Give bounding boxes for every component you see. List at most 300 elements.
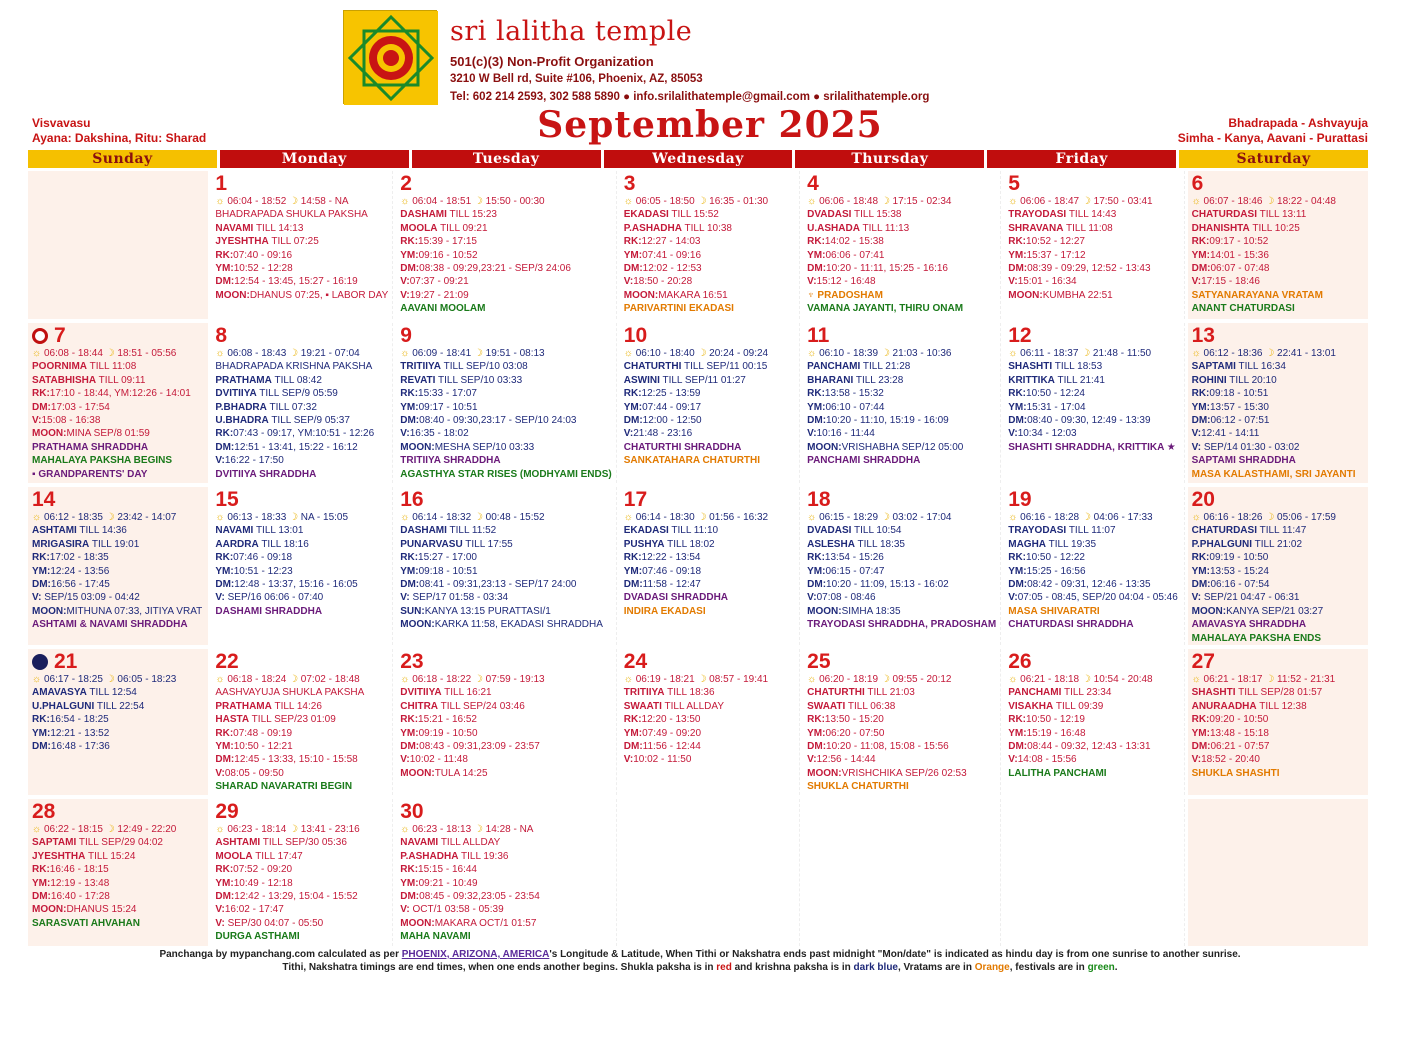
line-keyword: DM: — [32, 401, 51, 413]
panchang-line: U.ASHADA TILL 11:13 — [807, 222, 910, 234]
line-keyword: RK: — [623, 552, 642, 564]
panchang-line: V:21:48 - 23:16 — [623, 428, 693, 440]
line-keyword: POORNIMA — [32, 361, 87, 373]
date-number-text: 28 — [32, 800, 56, 823]
sun-moon-times: ☼ 06:16 - 18:26 ☽ 05:06 - 17:59 — [1191, 512, 1336, 523]
panchang-line: REVATI TILL SEP/10 03:33 — [400, 374, 523, 386]
footer-line-2 — [0, 961, 1400, 974]
line-keyword: P.PHALGUNI — [1191, 538, 1252, 550]
panchang-line: RK:07:52 - 09:20 — [215, 864, 293, 876]
panchang-line: CHATURDASI SHRADDHA — [1008, 619, 1134, 631]
panchang-line: SUN:KANYA 13:15 PURATTASI/1 — [400, 605, 551, 617]
panchang-line: V:07:08 - 08:46 — [807, 592, 876, 604]
line-keyword: YM: — [807, 249, 826, 261]
calendar-grid — [28, 171, 1368, 946]
line-keyword: V: — [1008, 428, 1018, 440]
line-keyword: V: — [400, 428, 410, 440]
panchang-line: YM:06:15 - 07:47 — [807, 565, 885, 577]
moon-icon: ☽ — [1081, 512, 1091, 523]
line-keyword: RK: — [807, 714, 825, 726]
date-number-text: 3 — [623, 172, 636, 195]
sun-icon: ☼ — [623, 674, 633, 685]
line-keyword: DM: — [1191, 263, 1211, 275]
panchang-line: V: SEP/30 04:07 - 05:50 — [215, 917, 324, 929]
line-keyword: DM: — [215, 276, 235, 288]
line-keyword: RK: — [32, 388, 50, 400]
panchang-line: DVADASI TILL 15:38 — [807, 209, 902, 221]
line-keyword: RK: — [215, 864, 234, 876]
day-header-thursday: Thursday — [795, 150, 984, 168]
date-number — [1008, 651, 1179, 673]
line-keyword: YM: — [215, 263, 234, 275]
day-cell-13 — [1188, 323, 1368, 483]
panchang-line: JYESHTHA TILL 07:25 — [215, 236, 319, 248]
panchang-line: V:12:41 - 14:11 — [1191, 428, 1260, 440]
sun-moon-times: ☼ 06:23 - 18:14 ☽ 13:41 - 23:16 — [215, 824, 360, 835]
line-keyword: BHARANI — [807, 374, 854, 386]
panchang-line: P.PHALGUNI TILL 21:02 — [1191, 538, 1303, 550]
line-keyword: TRAYODASI — [1008, 209, 1067, 221]
line-keyword: DASHAMI — [400, 525, 447, 537]
day-header-tuesday: Tuesday — [412, 150, 601, 168]
day-cell-23 — [396, 649, 617, 795]
panchang-line: TRITIIYA TILL 18:36 — [623, 687, 715, 699]
panchang-line: DVITIIYA TILL SEP/9 05:59 — [215, 388, 338, 400]
panchang-line: SANKATAHARA CHATURTHI — [623, 455, 761, 467]
panchang-line: TRAYODASI TILL 14:43 — [1008, 209, 1117, 221]
line-keyword: RK: — [623, 236, 642, 248]
line-keyword: DM: — [807, 415, 827, 427]
panchang-line: RK:09:20 - 10:50 — [1191, 714, 1269, 726]
line-keyword: V: — [1191, 276, 1202, 288]
sun-moon-times: ☼ 06:08 - 18:44 ☽ 18:51 - 05:56 — [32, 348, 177, 359]
date-number-text: 26 — [1008, 650, 1032, 673]
line-keyword: RK: — [1191, 236, 1210, 248]
sun-icon: ☼ — [1008, 512, 1018, 523]
panchang-line: P.BHADRA TILL 07:32 — [215, 401, 317, 413]
panchang-line: RK:07:40 - 09:16 — [215, 249, 293, 261]
date-number-text: 2 — [400, 172, 412, 195]
sun-icon: ☼ — [1191, 512, 1201, 523]
line-keyword: SAPTAMI — [1191, 361, 1236, 373]
panchang-line: V:18:52 - 20:40 — [1191, 754, 1260, 766]
panchang-line: PANCHAMI TILL 23:34 — [1008, 687, 1112, 699]
legend-red: red — [716, 962, 732, 973]
day-header-saturday: Saturday — [1179, 150, 1368, 168]
panchang-line: LALITHA PANCHAMI — [1008, 767, 1107, 779]
panchang-line: AMAVASYA SHRADDHA — [1191, 619, 1307, 631]
date-number-text: 1 — [215, 172, 228, 195]
sun-icon: ☼ — [215, 512, 225, 523]
moon-icon: ☽ — [1265, 348, 1275, 359]
day-cell-30 — [396, 799, 617, 946]
moon-icon: ☽ — [880, 348, 890, 359]
line-keyword: DM: — [215, 441, 235, 453]
panchang-line: RK:09:17 - 10:52 — [1191, 236, 1269, 248]
panchang-line: RK:10:50 - 12:19 — [1008, 714, 1085, 726]
sun-icon: ☼ — [623, 512, 633, 523]
sun-moon-times: ☼ 06:10 - 18:40 ☽ 20:24 - 09:24 — [623, 348, 769, 359]
date-number-text: 20 — [1191, 488, 1215, 511]
moon-icon: ☽ — [289, 348, 299, 359]
line-keyword: MAGHA — [1008, 538, 1047, 550]
sun-moon-times: ☼ 06:21 - 18:17 ☽ 11:52 - 21:31 — [1191, 674, 1336, 685]
line-keyword: YM: — [1008, 565, 1027, 577]
moon-icon: ☽ — [697, 512, 707, 523]
line-keyword: YM: — [215, 877, 234, 889]
panchang-line: V:08:05 - 09:50 — [215, 767, 284, 779]
panchang-line: BHARANI TILL 23:28 — [807, 374, 904, 386]
sun-icon: ☼ — [400, 824, 410, 835]
panchang-line: DVITIIYA TILL 16:21 — [400, 687, 492, 699]
line-keyword: PRATHAMA — [215, 374, 272, 386]
line-keyword: V: — [1191, 441, 1202, 453]
panchang-line: DM:08:41 - 09:31,23:13 - SEP/17 24:00 — [400, 579, 577, 591]
date-number-text: 7 — [54, 324, 66, 347]
panchang-line: V:10:02 - 11:50 — [623, 754, 692, 766]
panchang-line: MAHALAYA PAKSHA BEGINS — [32, 455, 173, 467]
date-number — [400, 651, 612, 673]
date-number — [1192, 173, 1364, 195]
date-number — [32, 801, 204, 823]
footer-text: Tithi, Nakshatra timings are end times, when one ends another begins. Shukla paksha is in — [282, 962, 717, 973]
panchang-line: YM:07:44 - 09:17 — [623, 401, 702, 413]
day-cell-27 — [1188, 649, 1368, 795]
line-keyword: YM: — [1008, 401, 1027, 413]
panchang-line: YM:15:19 - 16:48 — [1008, 727, 1086, 739]
line-keyword: PUSHYA — [623, 538, 665, 550]
panchang-line: RK:13:54 - 15:26 — [807, 552, 884, 564]
panchang-line: YM:06:20 - 07:50 — [807, 727, 885, 739]
line-keyword: YM: — [807, 565, 826, 577]
day-cell-19 — [1004, 487, 1184, 645]
panchang-line: V:18:50 - 20:28 — [623, 276, 693, 288]
moon-icon: ☽ — [880, 196, 890, 207]
line-keyword: YM: — [32, 727, 51, 739]
panchang-line: DM:12:48 - 13:37, 15:16 - 16:05 — [215, 579, 358, 591]
line-keyword: DM: — [807, 579, 827, 591]
empty-cell — [803, 799, 1001, 946]
panchang-line: AARDRA TILL 18:16 — [215, 538, 309, 550]
org-address: 3210 W Bell rd, Suite #106, Phoenix, AZ, 85053 — [450, 73, 703, 85]
sun-icon: ☼ — [807, 674, 817, 685]
panchang-line: RK:15:39 - 17:15 — [400, 236, 477, 248]
day-header-friday: Friday — [987, 150, 1176, 168]
line-keyword: V: — [623, 428, 634, 440]
panchang-line: SHARAD NAVARATRI BEGIN — [215, 781, 353, 793]
line-keyword: EKADASI — [623, 525, 669, 537]
panchang-line: PANCHAMI TILL 21:28 — [807, 361, 911, 373]
line-keyword: DASHAMI — [400, 209, 447, 221]
line-keyword: V: — [400, 592, 410, 604]
date-number-text: 21 — [54, 650, 78, 673]
line-keyword: DM: — [623, 579, 643, 591]
day-cell-7 — [28, 323, 208, 483]
line-keyword: SWAATI — [807, 700, 846, 712]
sun-moon-times: ☼ 06:18 - 18:22 ☽ 07:59 - 19:13 — [400, 674, 545, 685]
panchang-line: SWAATI TILL 06:38 — [807, 700, 896, 712]
moon-icon: ☽ — [473, 512, 483, 523]
temple-logo — [343, 10, 437, 104]
date-number — [624, 325, 795, 347]
line-keyword: MOON: — [807, 441, 842, 453]
panchang-line: SARASVATI AHVAHAN — [32, 917, 140, 929]
ayana-ritu: Ayana: Dakshina, Ritu: Sharad — [32, 131, 207, 145]
panchang-line: DASHAMI TILL 11:52 — [400, 525, 497, 537]
line-keyword: NAVAMI — [215, 525, 254, 537]
line-keyword: PANCHAMI — [1008, 687, 1062, 699]
panchang-line: V:10:02 - 11:48 — [400, 754, 468, 766]
date-number-text: 23 — [400, 650, 424, 673]
line-keyword: JYESHTHA — [32, 850, 86, 862]
line-keyword: RK: — [1008, 714, 1027, 726]
sun-moon-times: ☼ 06:20 - 18:19 ☽ 09:55 - 20:12 — [807, 674, 952, 685]
day-header-wednesday: Wednesday — [604, 150, 793, 168]
day-cell-14 — [28, 487, 208, 645]
panchang-line: ROHINI TILL 20:10 — [1191, 374, 1277, 386]
panchang-line: TRAYODASI SHRADDHA, PRADOSHAM — [807, 619, 997, 631]
footer-text: Panchanga by mypanchang.com calculated as per — [159, 949, 402, 960]
empty-cell — [620, 799, 800, 946]
sun-moon-times: ☼ 06:12 - 18:36 ☽ 22:41 - 13:01 — [1191, 348, 1336, 359]
panchang-line: V:16:22 - 17:50 — [215, 455, 284, 467]
sun-moon-times: ☼ 06:14 - 18:32 ☽ 00:48 - 15:52 — [400, 512, 545, 523]
sun-icon: ☼ — [32, 512, 42, 523]
panchang-line: V:14:08 - 15:56 — [1008, 754, 1077, 766]
sun-icon: ☼ — [807, 196, 817, 207]
line-keyword: RK: — [215, 727, 234, 739]
sun-moon-times: ☼ 06:16 - 18:28 ☽ 04:06 - 17:33 — [1008, 512, 1153, 523]
panchang-line: MOON:DHANUS 07:25, ▪ LABOR DAY — [215, 289, 389, 301]
date-number — [624, 173, 795, 195]
line-keyword: MOON: — [400, 441, 435, 453]
line-keyword: DM: — [1008, 263, 1028, 275]
panchang-line: TRAYODASI TILL 11:07 — [1008, 525, 1116, 537]
line-keyword: YM: — [215, 565, 234, 577]
panchang-line: PRATHAMA SHRADDHA — [32, 441, 149, 453]
panchang-line: V:10:16 - 11:44 — [807, 428, 875, 440]
sun-moon-times: ☼ 06:05 - 18:50 ☽ 16:35 - 01:30 — [623, 196, 769, 207]
line-keyword: DM: — [1008, 741, 1028, 753]
line-keyword: MOON: — [623, 289, 659, 301]
date-number — [807, 489, 996, 511]
panchang-line: BHADRAPADA KRISHNA PAKSHA — [215, 361, 373, 373]
sun-icon: ☼ — [1008, 674, 1018, 685]
panchang-line: RK:13:58 - 15:32 — [807, 388, 884, 400]
panchang-line: RK:12:22 - 13:54 — [623, 552, 701, 564]
panchang-line: TRITIIYA TILL SEP/10 03:08 — [400, 361, 528, 373]
panchang-line: YM:09:21 - 10:49 — [400, 877, 478, 889]
line-keyword: V: — [400, 904, 410, 916]
moon-icon: ☽ — [105, 348, 115, 359]
line-keyword: NAVAMI — [215, 222, 254, 234]
line-keyword: RK: — [623, 388, 642, 400]
line-keyword: MRIGASIRA — [32, 538, 90, 550]
line-keyword: U.PHALGUNI — [32, 700, 95, 712]
date-number — [624, 489, 795, 511]
sun-moon-times: ☼ 06:19 - 18:21 ☽ 08:57 - 19:41 — [623, 674, 769, 685]
panchang-line: PARIVARTINI EKADASI — [623, 303, 734, 315]
panchang-line: YM:07:46 - 09:18 — [623, 565, 702, 577]
line-keyword: HASTA — [215, 714, 250, 726]
panchang-line: NAVAMI TILL ALLDAY — [400, 837, 501, 849]
panchang-line: V:19:27 - 21:09 — [400, 289, 469, 301]
panchang-line: RK:13:50 - 15:20 — [807, 714, 884, 726]
panchang-line: RK:10:50 - 12:22 — [1008, 552, 1085, 564]
line-keyword: CHATURDASI — [1191, 209, 1257, 221]
panchang-line: SHRAVANA TILL 11:08 — [1008, 222, 1113, 234]
line-keyword: V: — [1191, 428, 1202, 440]
panchang-line: MASA SHIVARATRI — [1008, 605, 1100, 617]
date-number-text: 22 — [215, 650, 239, 673]
panchang-line: V:15:12 - 16:48 — [807, 276, 876, 288]
panchang-line: DM:12:00 - 12:50 — [623, 415, 702, 427]
date-number — [400, 325, 612, 347]
panchang-line: YM:12:24 - 13:56 — [32, 565, 110, 577]
panchang-line: DM:17:03 - 17:54 — [32, 401, 110, 413]
date-number — [400, 173, 612, 195]
panchang-line: DM:12:02 - 12:53 — [623, 263, 702, 275]
line-keyword: MOON: — [32, 904, 67, 916]
sun-icon: ☼ — [1191, 674, 1201, 685]
panchang-line: RK:07:43 - 09:17, YM:10:51 - 12:26 — [215, 428, 375, 440]
panchang-line: MOOLA TILL 09:21 — [400, 222, 488, 234]
line-keyword: ASWINI — [623, 374, 660, 386]
moon-icon: ☽ — [473, 196, 483, 207]
line-keyword: DM: — [400, 741, 420, 753]
moon-icon: ☽ — [697, 196, 707, 207]
line-keyword: V: — [1008, 592, 1018, 604]
line-keyword: YM: — [32, 877, 51, 889]
moon-icon: ☽ — [289, 512, 299, 523]
panchang-line: YM:13:57 - 15:30 — [1191, 401, 1269, 413]
line-keyword: DM: — [623, 415, 643, 427]
line-keyword: MOON: — [400, 917, 435, 929]
sun-icon: ☼ — [215, 348, 225, 359]
day-cell-20 — [1188, 487, 1368, 645]
panchang-line: DM:06:21 - 07:57 — [1191, 741, 1270, 753]
date-number — [1192, 489, 1364, 511]
panchang-line: SATYANARAYANA VRATAM — [1191, 289, 1323, 301]
moon-icon: ☽ — [1265, 196, 1275, 207]
panchang-line: DM:08:44 - 09:32, 12:43 - 13:31 — [1008, 741, 1151, 753]
moon-icon: ☽ — [105, 824, 115, 835]
sun-moon-times: ☼ 06:13 - 18:33 ☽ NA - 15:05 — [215, 512, 349, 523]
panchang-line: DM:10:20 - 11:11, 15:25 - 16:16 — [807, 263, 948, 275]
panchang-line: MOON:KUMBHA 22:51 — [1008, 289, 1113, 301]
panchang-line: DM:08:39 - 09:29, 12:52 - 13:43 — [1008, 263, 1151, 275]
moon-icon: ☽ — [880, 674, 890, 685]
panchang-line: DM:11:56 - 12:44 — [623, 741, 701, 753]
date-number-text: 10 — [623, 324, 648, 347]
panchang-line: PUSHYA TILL 18:02 — [623, 538, 715, 550]
line-keyword: DM: — [400, 263, 420, 275]
sun-moon-times: ☼ 06:22 - 18:15 ☽ 12:49 - 22:20 — [32, 824, 177, 835]
date-number-text: 18 — [807, 488, 831, 511]
panchang-line: MOON:TULA 14:25 — [400, 767, 488, 779]
panchang-line: MAHALAYA PAKSHA ENDS — [1191, 632, 1322, 644]
date-number-text: 5 — [1008, 172, 1020, 195]
panchang-line: SAPTAMI TILL SEP/29 04:02 — [32, 837, 163, 849]
sun-icon: ☼ — [215, 674, 225, 685]
panchang-line: DM:08:40 - 09:30, 12:49 - 13:39 — [1008, 415, 1151, 427]
panchang-line: MOON:DHANUS 15:24 — [32, 904, 137, 916]
sun-icon: ☼ — [1008, 348, 1018, 359]
panchang-line: YM:14:01 - 15:36 — [1191, 249, 1269, 261]
line-keyword: DVITIIYA — [215, 388, 257, 400]
moon-icon: ☽ — [289, 196, 299, 207]
line-keyword: V: — [1008, 754, 1018, 766]
footer-line-1 — [0, 948, 1400, 961]
line-keyword: RK: — [623, 714, 642, 726]
footer-notes — [0, 948, 1400, 974]
panchang-line: YM:15:31 - 17:04 — [1008, 401, 1086, 413]
moon-icon: ☽ — [289, 824, 299, 835]
sun-moon-times: ☼ 06:08 - 18:43 ☽ 19:21 - 07:04 — [215, 348, 360, 359]
line-keyword: YM: — [400, 249, 419, 261]
line-keyword: RK: — [400, 864, 419, 876]
panchang-line: AAVANI MOOLAM — [400, 303, 486, 315]
panchang-line: PRATHAMA TILL 08:42 — [215, 374, 322, 386]
line-keyword: SHRAVANA — [1008, 222, 1064, 234]
panchang-line: MOON:MITHUNA 07:33, JITIYA VRAT — [32, 605, 203, 617]
line-keyword: DM: — [215, 891, 235, 903]
panchang-line: PANCHAMI SHRADDHA — [807, 455, 921, 467]
panchang-line: MOON:VRISHCHIKA SEP/26 02:53 — [807, 767, 967, 779]
line-keyword: CHITRA — [400, 700, 439, 712]
date-number-text: 29 — [215, 800, 239, 823]
day-cell-18 — [803, 487, 1001, 645]
panchang-line: MOON:KANYA SEP/21 03:27 — [1191, 605, 1324, 617]
date-number — [215, 801, 388, 823]
day-cell-4 — [803, 171, 1001, 319]
line-keyword: U.ASHADA — [807, 222, 860, 234]
panchang-line: DASHAMI TILL 15:23 — [400, 209, 497, 221]
day-cell-22 — [211, 649, 393, 795]
line-keyword: V: — [807, 592, 817, 604]
sun-icon: ☼ — [1191, 348, 1201, 359]
line-keyword: DM: — [32, 579, 51, 591]
footer-text: . — [1114, 962, 1118, 973]
line-keyword: V: — [807, 276, 817, 288]
date-number — [1008, 325, 1179, 347]
line-keyword: YM: — [623, 727, 643, 739]
line-keyword: V: — [807, 428, 817, 440]
panchang-line: SAPTAMI TILL 16:34 — [1191, 361, 1286, 373]
location-link[interactable]: PHOENIX, ARIZONA, AMERICA — [401, 949, 550, 960]
date-number — [1008, 489, 1179, 511]
solar-months: Simha - Kanya, Aavani - Purattasi — [1177, 131, 1368, 145]
day-cell-8 — [211, 323, 393, 483]
sun-icon: ☼ — [32, 824, 42, 835]
line-keyword: V: — [807, 754, 817, 766]
panchang-line: MOOLA TILL 17:47 — [215, 850, 303, 862]
panchang-line: CHATURTHI TILL 21:03 — [807, 687, 915, 699]
legend-green: green — [1087, 962, 1115, 973]
line-keyword: DM: — [400, 891, 420, 903]
line-keyword: RK: — [32, 864, 50, 876]
panchang-line: SATABHISHA TILL 09:11 — [32, 374, 146, 386]
line-keyword: TRITIIYA — [623, 687, 665, 699]
panchang-line: RK:17:10 - 18:44, YM:12:26 - 14:01 — [32, 388, 191, 400]
day-cell-6 — [1188, 171, 1368, 319]
sun-icon: ☼ — [215, 196, 225, 207]
day-cell-26 — [1004, 649, 1184, 795]
day-header-monday: Monday — [220, 150, 409, 168]
line-keyword: P.ASHADHA — [400, 850, 459, 862]
sun-icon: ☼ — [1008, 196, 1018, 207]
line-keyword: YM: — [400, 877, 419, 889]
